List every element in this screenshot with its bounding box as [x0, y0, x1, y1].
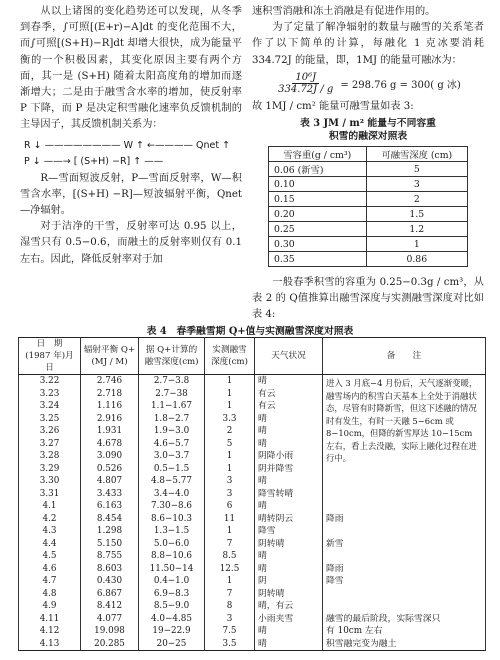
table-cell: 19.098: [81, 625, 139, 638]
table-row: [19, 538, 486, 551]
table-cell: 3.0−3.7: [139, 450, 205, 463]
table-cell: 4.8: [19, 588, 81, 601]
table-cell: 有云: [255, 388, 323, 401]
table-cell: 4.8−5.77: [139, 475, 205, 488]
table-cell: 1.931: [81, 425, 139, 438]
table-cell: 晴: [255, 625, 323, 638]
right-column: [252, 4, 484, 324]
table3-caption: [252, 117, 484, 143]
table3: [268, 146, 468, 267]
table-row: [19, 575, 486, 588]
table-cell: 7: [205, 538, 255, 551]
table-cell: 3.090: [81, 450, 139, 463]
table-cell: 1.298: [81, 525, 139, 538]
table-row: [269, 162, 468, 177]
formula-numerator: 10⁶J: [292, 72, 319, 84]
feedback-diagram: [24, 140, 242, 167]
table-cell: 阴转晴: [255, 588, 323, 601]
left-column: [20, 4, 242, 268]
table-cell: 3.26: [19, 425, 81, 438]
table-cell: 4.1: [19, 500, 81, 513]
left-paragraph-1: 从以上诸图的变化趋势还可以发现，从冬季到春季，∫可照[(E+r)−A]dt 的变化范围不大，而∫可照[(S+H)−R]dt 却增大很快，成为能量平衡的一个积极因素，其变化原因主要有两个方面，其一是 (S+H) 随着太阳高度角的增加而逐渐增大；二是由于融雪含水率的增加，使反射率 P 下降，而 P 是决定积雪融化速率负反馈机制的主导因子，其反馈机制关系为：: [20, 6, 242, 131]
table-cell: 4.678: [81, 438, 139, 451]
table-cell: 晴: [255, 425, 323, 438]
table-cell: 3.23: [19, 388, 81, 401]
table-cell: 1: [205, 525, 255, 538]
table-row: [19, 588, 486, 601]
table-cell: 4.6: [19, 563, 81, 576]
table-cell: 4.4: [19, 538, 81, 551]
table4-header: 辐射平衡 Q+ (MJ / M): [81, 338, 139, 375]
table-cell: 7.30−8.6: [139, 500, 205, 513]
table-cell: 1: [205, 375, 255, 388]
table-cell: 2: [366, 192, 467, 207]
table-cell: 1: [366, 237, 467, 252]
table-cell: 0.5−1.5: [139, 463, 205, 476]
table-cell: 有 10cm 左右: [323, 625, 486, 638]
left-paragraph-3: 对于洁净的干雪，反射率可达 0.95 以上，湿雪只有 0.5−0.6，而融土的反射率则仅有 0.1 左右。因此，降低反射率对于加: [20, 221, 242, 265]
table-cell: 晴: [255, 550, 323, 563]
table-cell: 1.1−1.67: [139, 400, 205, 413]
table-cell: 3.4−4.0: [139, 488, 205, 501]
table-cell: 3.27: [19, 438, 81, 451]
table-row: [19, 625, 486, 638]
table-cell: 1.9−3.0: [139, 425, 205, 438]
table-cell: 2.746: [81, 375, 139, 388]
table-cell: 阴降小雨: [255, 450, 323, 463]
table-cell: 1.116: [81, 400, 139, 413]
table-row: [269, 207, 468, 222]
table-cell: 5.150: [81, 538, 139, 551]
table-cell: 3.30: [19, 475, 81, 488]
table4-header: 日 期 (1987 年)月日: [19, 338, 81, 375]
table-cell: 0.20: [269, 207, 367, 222]
table-row: [19, 513, 486, 526]
table-cell: 2: [205, 425, 255, 438]
table-cell: 0.4−1.0: [139, 575, 205, 588]
table-row: [269, 237, 468, 252]
table-cell: 3: [205, 613, 255, 626]
table-cell: 3.28: [19, 450, 81, 463]
table-row: [269, 252, 468, 267]
table4-header: 天气状况: [255, 338, 323, 375]
table-cell: 3.31: [19, 488, 81, 501]
table-cell: 晴: [255, 500, 323, 513]
table-cell: 2.718: [81, 388, 139, 401]
table-cell: 阴转晴: [255, 538, 323, 551]
right-paragraph-4: 一般春季积雪的容重为 0.25−0.3g / cm³，从表 2 的 Q值推算出融雪深度与实测融雪深度对比如表 4:: [252, 277, 484, 321]
table-cell: 晴，有云: [255, 600, 323, 613]
table-cell: 阴并降雪: [255, 463, 323, 476]
table-cell: 2.7−3.8: [139, 375, 205, 388]
table4-header: 备 注: [323, 338, 486, 375]
table-cell: 3: [205, 475, 255, 488]
table-cell: 5: [205, 438, 255, 451]
table-cell: 3.22: [19, 375, 81, 388]
table-cell: 降雨: [323, 513, 486, 526]
table-cell: 1: [205, 450, 255, 463]
formula-result: = 298.76 g = 300( g 冰): [340, 79, 461, 91]
table-row: [269, 177, 468, 192]
table-cell: 3.29: [19, 463, 81, 476]
table-cell: 0.430: [81, 575, 139, 588]
table-cell: 4.5: [19, 550, 81, 563]
table-cell: 4.13: [19, 638, 81, 651]
table-cell: 6: [205, 500, 255, 513]
table-cell: 0.35: [269, 252, 367, 267]
table-row: [19, 525, 486, 538]
table-cell: 1.2: [366, 222, 467, 237]
table-cell: 20−25: [139, 638, 205, 651]
table-cell: 12.5: [205, 563, 255, 576]
table4-header: 实测融雪 深度(cm): [205, 338, 255, 375]
table-row: [19, 563, 486, 576]
table-cell: 新雪: [323, 538, 486, 551]
table-cell: 降雨: [323, 563, 486, 576]
table-cell: 19−22.9: [139, 625, 205, 638]
table-cell: [323, 550, 486, 563]
table-cell: 4.7: [19, 575, 81, 588]
table-cell: 阴: [255, 575, 323, 588]
table-cell: 2.916: [81, 413, 139, 426]
table-cell: 1: [205, 400, 255, 413]
table-row: [269, 222, 468, 237]
table-row: [19, 638, 486, 651]
table-cell: 6.163: [81, 500, 139, 513]
table-cell: 3.3: [205, 413, 255, 426]
table-cell: 8.8−10.6: [139, 550, 205, 563]
table-cell: 8.5: [205, 550, 255, 563]
table-cell: 4.3: [19, 525, 81, 538]
table-cell: 晴: [255, 638, 323, 651]
table-cell: 8.412: [81, 600, 139, 613]
table-cell: 1.3−1.5: [139, 525, 205, 538]
table-cell: 0.86: [366, 252, 467, 267]
feedback-diagram-row-2: P ↓ ——→ [ (S+H) −R] ↑ ——: [24, 155, 164, 167]
table-cell: 3.24: [19, 400, 81, 413]
table-cell: 2.7−38: [139, 388, 205, 401]
table-cell: 0.06 (新雪): [269, 162, 367, 177]
table-cell: 4.2: [19, 513, 81, 526]
table-row: [19, 375, 486, 388]
table4-caption: 表 4 春季融雪期 Q+值与实测融雪深度对照表: [146, 326, 354, 337]
table-row: [19, 600, 486, 613]
table-cell: [323, 525, 486, 538]
table-row: [19, 550, 486, 563]
table-cell: 小雨夹雪: [255, 613, 323, 626]
table-cell: 8.603: [81, 563, 139, 576]
table-cell: 0.526: [81, 463, 139, 476]
table4-remark-block: 进入 3 月底−4 月份后，天气逐渐变暖，融雪场内的积雪白天基本上全处于消融状态，尽管有时降新雪，但这下述融的情况时有发生，有时一天融 5−6cm 或 8−10cm，但降的新雪厚达 10−15cm 左右，看上去没融，实际上融化过程在进行中。: [323, 375, 486, 513]
table-cell: 1.5: [366, 207, 467, 222]
table-cell: 7: [205, 588, 255, 601]
table-cell: 1: [205, 575, 255, 588]
right-paragraph-3: 故 1MJ / cm² 能量可融雪量如表 3:: [252, 100, 414, 112]
table-cell: 晴转阴云: [255, 513, 323, 526]
table-cell: 8.6−10.3: [139, 513, 205, 526]
table-cell: 积雪融完变为融土: [323, 638, 486, 651]
table-cell: 降雪: [255, 525, 323, 538]
table-cell: 有云: [255, 400, 323, 413]
table-cell: 4.0−4.85: [139, 613, 205, 626]
table-cell: 4.807: [81, 475, 139, 488]
table-cell: 晴: [255, 413, 323, 426]
table-cell: 3.433: [81, 488, 139, 501]
table-row: [269, 192, 468, 207]
table3-caption-line-2: 积雪的融深对照表: [328, 131, 408, 143]
feedback-diagram-row-1: R ↓ ———————— W ↑ ←———— Qnet ↑: [24, 139, 231, 151]
table-cell: 8.454: [81, 513, 139, 526]
table3-header: 可融雪深度 (cm): [366, 147, 467, 162]
right-paragraph-1: 速积雪消融和冻土消融是有促进作用的。: [252, 6, 436, 17]
table4: [18, 337, 486, 651]
table3-header: 雪容重(g / cm³): [269, 147, 367, 162]
table-cell: 4.077: [81, 613, 139, 626]
table-cell: 晴: [255, 475, 323, 488]
table-cell: 3.25: [19, 413, 81, 426]
table-cell: 晴: [255, 563, 323, 576]
table-cell: 4.11: [19, 613, 81, 626]
table-cell: 4.9: [19, 600, 81, 613]
table-cell: [323, 600, 486, 613]
formula-denominator: 334.72J / g: [278, 83, 334, 95]
table-cell: 4.6−5.7: [139, 438, 205, 451]
left-paragraph-2: R—雪面短波反射，P—雪面反射率，W—积雪含水率，[(S+H) −R]—短波辐射平衡，Qnet—净辐射。: [20, 172, 242, 217]
table-cell: 3: [205, 488, 255, 501]
table-cell: 5: [366, 162, 467, 177]
table-cell: 晴: [255, 375, 323, 388]
table-cell: 3: [366, 177, 467, 192]
table-cell: 11.50−14: [139, 563, 205, 576]
table-cell: 8: [205, 600, 255, 613]
table3-caption-line-1: 表 3 JM / m² 能量与不同容重: [300, 118, 436, 130]
table-cell: 8.755: [81, 550, 139, 563]
right-paragraph-2: 为了定量了解净辐射的数量与融雪的关系笔者作了以下简单的计算，每融化 1 克冰要消耗 334.72J 的能量，即，1MJ 的能量可融冰为：: [252, 22, 484, 66]
table-cell: 6.9−8.3: [139, 588, 205, 601]
table-cell: 降雪转晴: [255, 488, 323, 501]
table-cell: 4.12: [19, 625, 81, 638]
table-cell: 晴: [255, 438, 323, 451]
table-row: [19, 613, 486, 626]
table-cell: 5.0−6.0: [139, 538, 205, 551]
table-cell: 0.25: [269, 222, 367, 237]
table-cell: 融雪的最后阶段，实际雪深只: [323, 613, 486, 626]
table-cell: 0.15: [269, 192, 367, 207]
table-cell: [323, 588, 486, 601]
table-cell: 降雪: [323, 575, 486, 588]
table-cell: 8.5−9.0: [139, 600, 205, 613]
table-cell: 0.30: [269, 237, 367, 252]
table-cell: 11: [205, 513, 255, 526]
table-cell: 3.5: [205, 638, 255, 651]
table-cell: 0.10: [269, 177, 367, 192]
table-cell: 7.5: [205, 625, 255, 638]
table-cell: 20.285: [81, 638, 139, 651]
table-cell: 1: [205, 463, 255, 476]
energy-formula: [252, 72, 484, 95]
table4-header: 据 Q+计算的 融雪深度(cm): [139, 338, 205, 375]
table-cell: 6.867: [81, 588, 139, 601]
table-cell: 1: [205, 388, 255, 401]
table-cell: 1.8−2.7: [139, 413, 205, 426]
